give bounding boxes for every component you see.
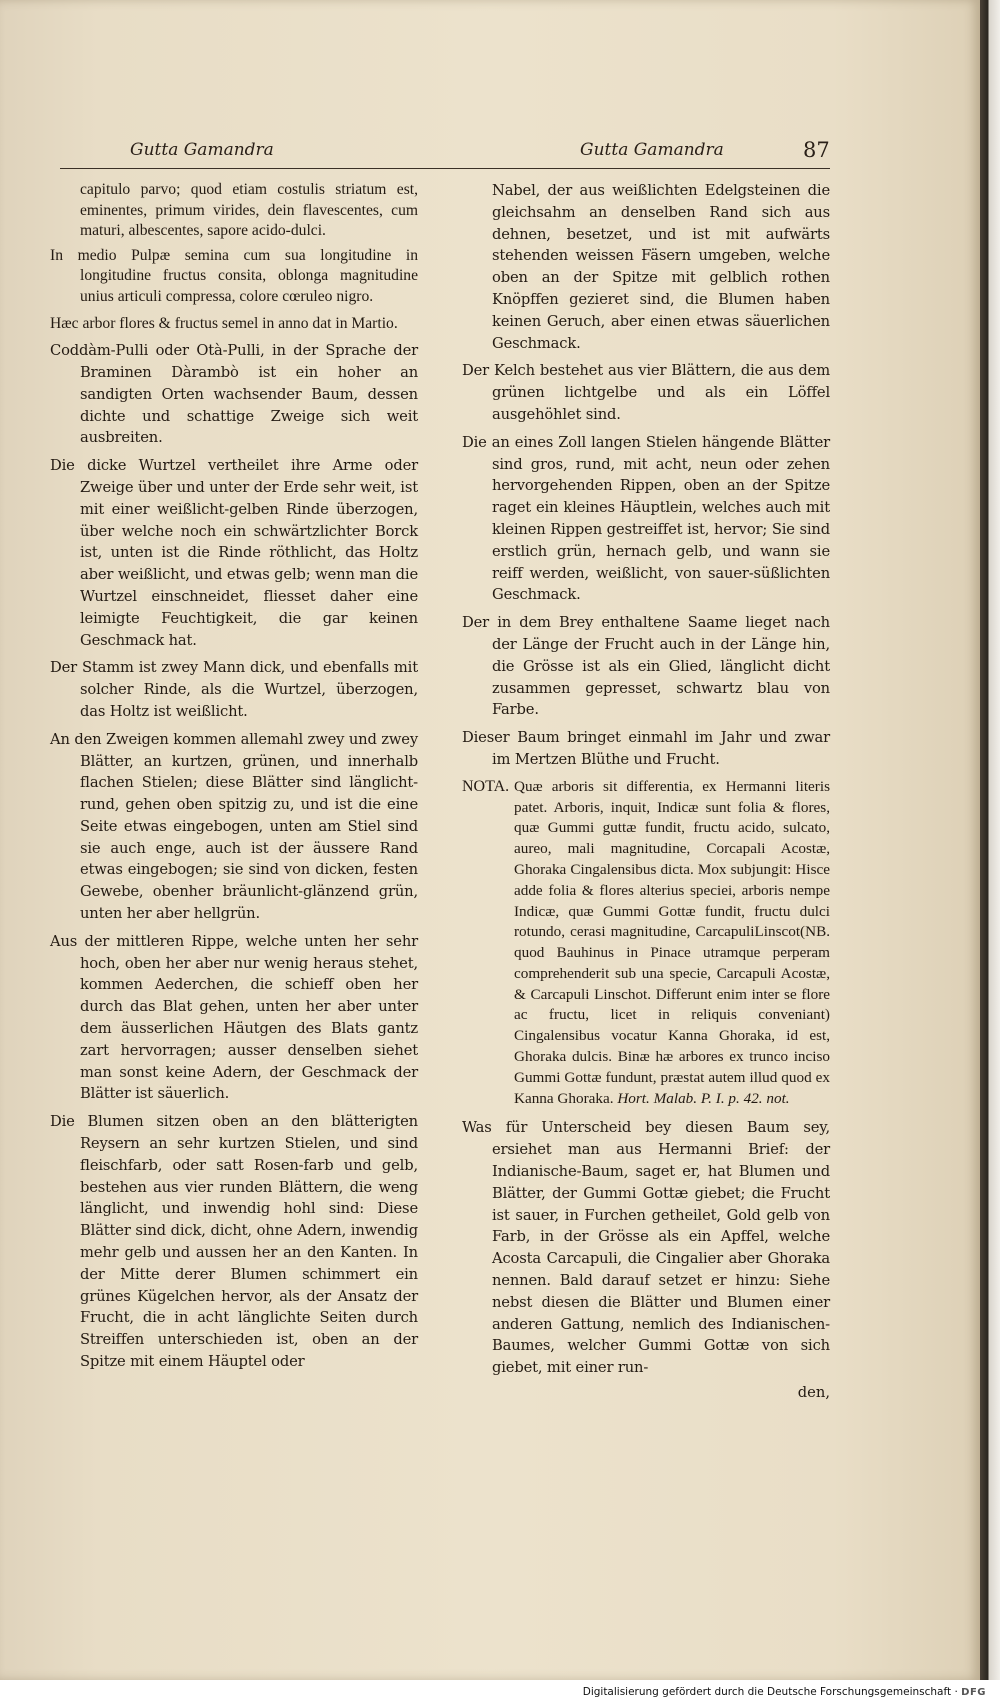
nota-block	[462, 777, 830, 1110]
paragraph-german: Der in dem Brey enthaltene Saame lieget nach der Länge der Frucht auch in der Länge hin, die Grösse ist als ein Glied, länglicht dicht zusammen gepresset, schwartz blau von Farbe.	[462, 614, 830, 719]
left-column	[50, 180, 418, 1379]
footer-credit: Digitalisierung gefördert durch die Deutsche Forschungsgemeinschaft · DFG	[582, 1686, 986, 1698]
paragraph-german: Der Kelch bestehet aus vier Blättern, die aus dem grünen lichtgelbe und als ein Löffel ausgehöhlet sind.	[462, 362, 830, 423]
paragraph-german: Aus der mittleren Rippe, welche unten her sehr hoch, oben her aber nur wenig heraus stehet, kommen Aederchen, die schieff oben her durch das Blat gehen, unten her aber unter dem äusserlichen Häutgen des Blats gantz zart hervorragen; ausser denselben siehet man sonst keine Adern, der Geschmack der Blätter ist säuerlich.	[50, 932, 418, 1103]
header-rule	[60, 168, 830, 169]
page-number: 87	[803, 138, 830, 162]
paragraph-german: An den Zweigen kommen allemahl zwey und zwey Blätter, an kurtzen, grünen, und innerhalb flachen Stielen; diese Blätter sind länglicht-rund, gehen oben spitzig zu, und ist die eine Seite etwas eingebogen, unten am Stiel sind sie auch enge, auch ist der äussere Rand etwas eingebogen; sie sind von dicken, festen Gewebe, obenher bräunlicht-glänzend grün, unten her aber hellgrün.	[50, 730, 418, 923]
footer-credit-text: Digitalisierung gefördert durch die Deutsche Forschungsgemeinschaft	[582, 1686, 952, 1698]
running-head-left: Gutta Gamandra	[130, 140, 274, 160]
right-column	[462, 180, 830, 1403]
nota-text	[514, 777, 830, 1110]
paragraph-latin: In medio Pulpæ semina cum sua longitudine in longitudine fructus consita, oblonga magnitudine unius articuli compressa, colore cœruleo nigro.	[50, 246, 418, 305]
paragraph-german: Die Blumen sitzen oben an den blätterigten Reysern an sehr kurtzen Stielen, und sind fleischfarb, oder satt Rosen-farb und gelb, bestehen aus vier runden Blättern, die weng länglicht, und inwendig hohl sind: Diese Blätter sind dick, dicht, ohne Adern, inwendig mehr gelb und aussen her an den Kanten. In der Mitte derer Blumen schimmert ein grünes Kügelchen hervor, als der Ansatz der Frucht, die in acht länglichte Seiten durch Streiffen unterschieden ist, oben an der Spitze mit einem Häuptel oder	[50, 1113, 418, 1371]
paragraph-german: Die an eines Zoll langen Stielen hängende Blätter sind gros, rund, mit acht, neun oder zehen hervorgehenden Rippen, oben an der Spitze raget ein kleines Häuptlein, welches auch mit kleinen Rippen gestreiffet ist, hervor; Sie sind erstlich grün, hernach gelb, und wann sie reiff werden, weißlicht, von sauer-süßlichten Geschmack.	[462, 433, 830, 604]
paragraph-german-continued: Nabel, der aus weißlichten Edelgsteinen die gleichsahm an denselben Rand sich aus dehnen, besetzet, und ist mit aufwärts stehenden weissen Fäsern umgeben, welche oben an der Spitze mit gelblich rothen Knöpffen gezieret sind, die Blumen haben keinen Geruch, aber einen etwas säuerlichen Geschmack.	[492, 182, 830, 352]
paragraph-latin-continued: capitulo parvo; quod etiam costulis striatum est, eminentes, primum virides, dein flavescentes, cum maturi, albescentes, sapore acido-dulci.	[80, 181, 418, 240]
running-head-right: Gutta Gamandra	[580, 140, 724, 160]
nota-reference: Hort. Malab. P. I. p. 42. not.	[617, 1089, 790, 1107]
paragraph-german: Coddàm-Pulli oder Otà-Pulli, in der Sprache der Braminen Dàrambò ist ein hoher an sandigten Orten wachsender Baum, dessen dichte und schattige Zweige sich weit ausbreiten.	[50, 342, 418, 447]
catchword: den,	[797, 1384, 830, 1402]
paragraph-german: Was für Unterscheid bey diesen Baum sey, ersiehet man aus Hermanni Brief: der Indianische-Baum, saget er, hat Blumen und Blätter, der Gummi Gottæ giebet; die Frucht ist sauer, in Furchen getheilet, Gold gelb von Farb, in der Grösse als ein Apffel, welche Acosta Carcapuli, die Cingalier aber Ghoraka nennen. Bald darauf setzet er hinzu: Siehe nebst diesen die Blätter und Blumen einer anderen Gattung, nemlich des Indianischen-Baumes, welcher Gummi Gottæ von sich giebet, mit einer run-	[462, 1119, 830, 1377]
nota-body: Quæ arboris sit differentia, ex Hermanni literis patet. Arboris, inquit, Indicæ sunt folia & flores, quæ Gummi guttæ fundit, fructu acido, sulcato, aureo, mali magnitudine, Corcapali Acostæ, Ghoraka Cingalensibus dicta. Mox subjungit: Hisce adde folia & flores alterius speciei, arboris nempe Indicæ, quæ Gummi Gottæ fundit, fructu dulci rotundo, cerasi magnitudine, CarcapuliLinscot(NB. quod Bauhinus in Pinace utramque perperam comprehenderit sub una specie, Carcapuli Acostæ, & Carcapuli Linschot. Differunt enim inter se flore ac fructu, licet in reliquis conveniant) Cingalensibus vocatur Kanna Ghoraka, id est, Ghoraka dulcis. Binæ hæ arbores ex trunco inciso Gummi Gottæ fundunt, præstat autem illud quod ex Kanna Ghoraka.	[514, 777, 830, 1107]
nota-label: NOTA.	[462, 777, 510, 795]
footer-bar	[0, 1684, 1000, 1704]
paragraph-latin: Hæc arbor flores & fructus semel in anno dat in Martio.	[50, 314, 398, 332]
paragraph-german: Die dicke Wurtzel vertheilet ihre Arme oder Zweige über und unter der Erde sehr weit, ist mit einer weißlicht-gelben Rinde überzogen, über welche noch ein schwärtzlichter Borck ist, unten ist die Rinde röthlicht, das Holtz aber weißlicht, und etwas gelb; wenn man die Wurtzel einschneidet, fliesset daher eine leimigte Feuchtigkeit, die gar keinen Geschmack hat.	[50, 457, 418, 649]
dfg-logo-icon: DFG	[961, 1687, 986, 1698]
paragraph-german: Der Stamm ist zwey Mann dick, und ebenfalls mit solcher Rinde, als die Wurtzel, überzogen, das Holtz ist weißlicht.	[50, 659, 418, 720]
page-edge	[980, 0, 1000, 1680]
paragraph-german: Dieser Baum bringet einmahl im Jahr und zwar im Mertzen Blüthe und Frucht.	[462, 729, 830, 768]
